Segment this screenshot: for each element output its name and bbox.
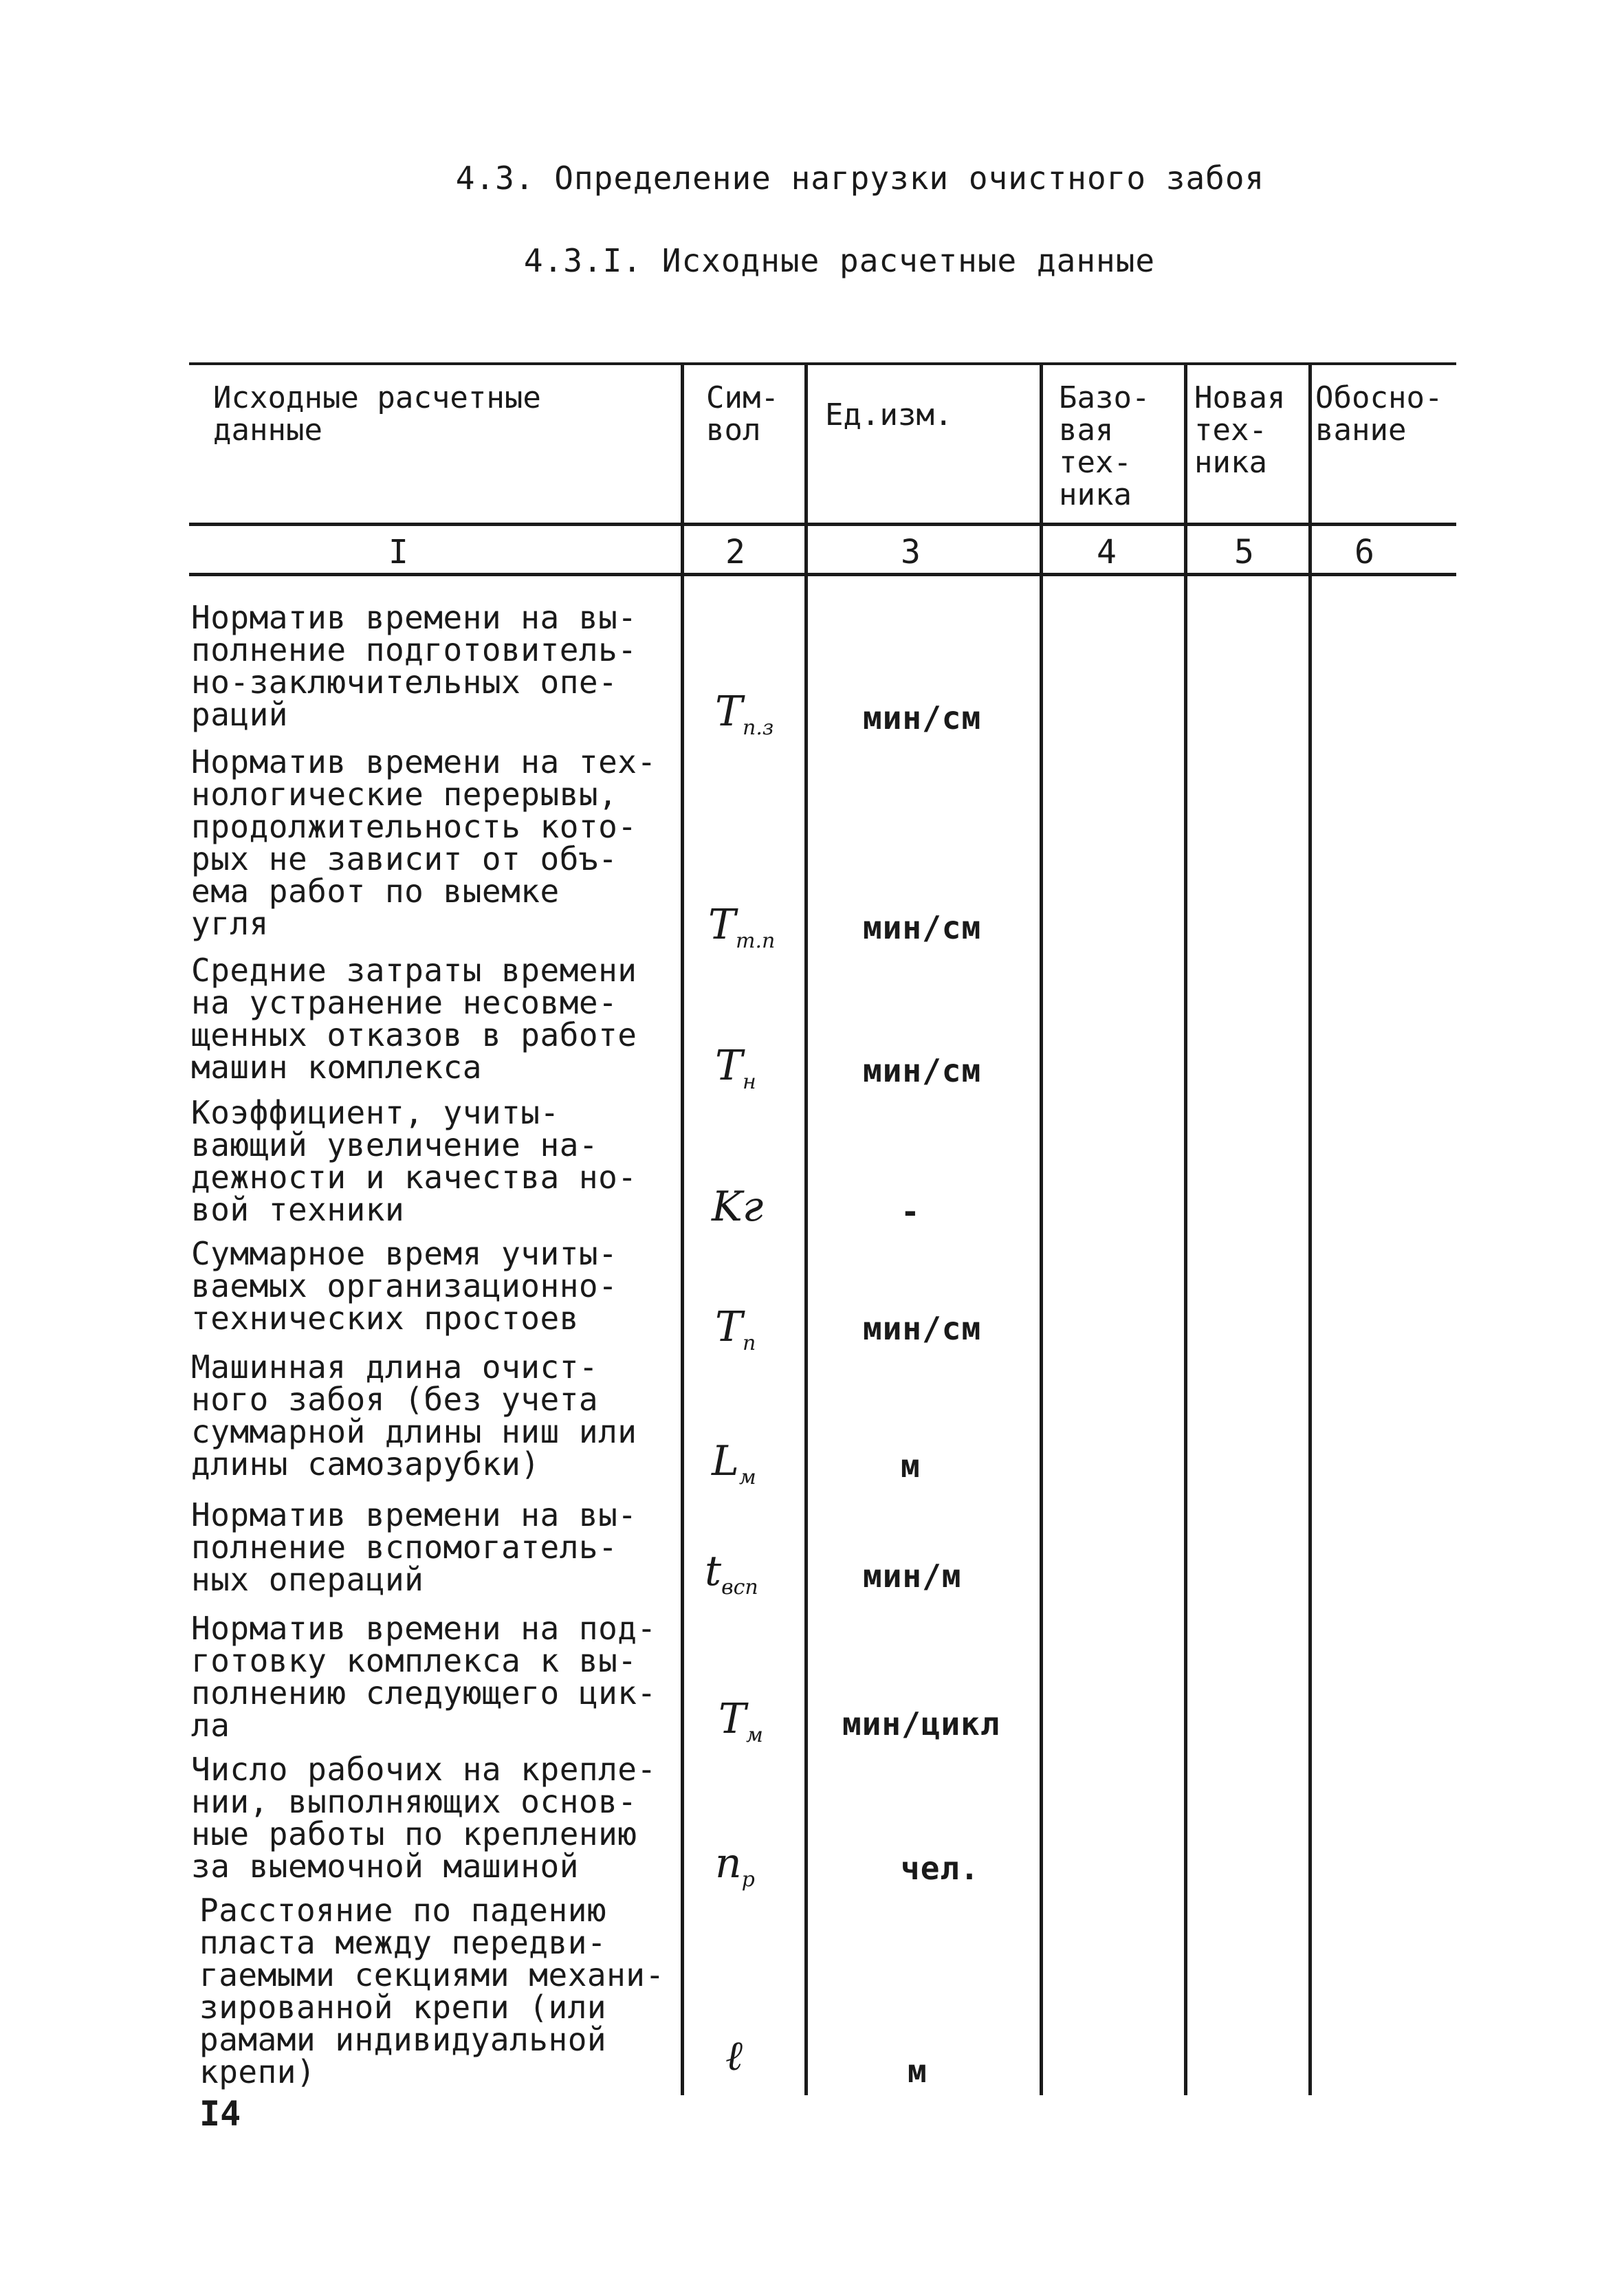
column-number-6: 6: [1354, 533, 1374, 571]
column-number-5: 5: [1234, 533, 1254, 571]
table-row-description: Норматив времени на тех- нологические перерывы, продолжительность кото- рых не зависит от объ- ема работ по выемке угля: [191, 743, 657, 942]
table-row-description: Норматив времени на вы- полнение подготовитель- но-заключительных опе- раций: [191, 599, 637, 733]
table-row-description: Число рабочих на крепле- нии, выполняющих основ- ные работы по креплению за выемочной машиной: [191, 1751, 657, 1885]
subsection-title: 4.3.I. Исходные расчетные данные: [523, 242, 1156, 279]
header-symbol: Сим- вол: [706, 380, 779, 448]
header-unit: Ед.изм.: [825, 397, 953, 433]
header-justification: Обосно- вание: [1315, 380, 1443, 448]
table-row-description: Расстояние по падению пласта между передви- гаемыми секциями механи- зированной крепи (или рамами индивидуальной крепи): [199, 1892, 665, 2090]
column-number-2: 2: [725, 533, 745, 571]
table-row-unit: мин/см: [863, 1310, 982, 1347]
number-row-bottom-border: [189, 573, 1456, 576]
table-row-unit: мин/см: [863, 1052, 982, 1089]
table-row-symbol: $t_{всп}$: [705, 1547, 758, 1599]
column-divider-4: [1184, 362, 1187, 2095]
table-row-description: Машинная длина очист- ного забоя (без учета суммарной длины ниш или длины самозарубки): [191, 1348, 637, 1483]
table-row-unit: м: [908, 2053, 928, 2090]
table-row-unit: мин/м: [863, 1557, 962, 1595]
page-number: I4: [199, 2094, 241, 2134]
table-top-border: [189, 362, 1456, 365]
table-row-description: Норматив времени на под- готовку комплекса к вы- полнению следующего цик- ла: [191, 1610, 657, 1744]
table-row-unit: мин/цикл: [842, 1705, 1000, 1742]
table-row-symbol: $T_п$: [715, 1303, 756, 1355]
table-row-description: Суммарное время учиты- ваемых организационно- технических простоев: [191, 1235, 618, 1337]
table-row-unit: мин/см: [863, 909, 982, 946]
header-base-tech: Базо- вая тех- ника: [1059, 380, 1150, 512]
table-row-symbol: Kг: [712, 1183, 764, 1231]
table-row-description: Норматив времени на вы- полнение вспомогатель- ных операций: [191, 1496, 637, 1598]
column-number-3: 3: [901, 533, 921, 571]
table-row-description: Коэффициент, учиты- вающий увеличение на- дежности и качества но- вой техники: [191, 1094, 637, 1228]
column-number-4: 4: [1097, 533, 1117, 571]
table-row-unit: -: [901, 1193, 921, 1230]
header-bottom-border: [189, 523, 1456, 526]
column-divider-3: [1040, 362, 1043, 2095]
table-row-unit: мин/см: [863, 699, 982, 736]
table-row-symbol: $L_м$: [712, 1437, 756, 1489]
table-row-symbol: $T_{т.п}$: [708, 901, 776, 953]
column-divider-1: [681, 362, 684, 2095]
table-row-unit: чел.: [901, 1850, 980, 1887]
table-row-description: Средние затраты времени на устранение несовме- щенных отказов в работе машин комплекса: [191, 952, 637, 1086]
section-title: 4.3. Определение нагрузки очистного забоя: [455, 160, 1265, 197]
column-number-1: I: [388, 533, 408, 571]
table-row-symbol: $n_р$: [715, 1839, 755, 1892]
table-row-symbol: $T_м$: [718, 1695, 763, 1747]
header-new-tech: Новая тех- ника: [1194, 380, 1286, 480]
header-initial-data: Исходные расчетные данные: [213, 380, 541, 448]
table-row-symbol: ℓ: [725, 2032, 743, 2080]
column-divider-2: [804, 362, 808, 2095]
table-row-unit: м: [901, 1447, 921, 1485]
table-row-symbol: $T_н$: [715, 1042, 756, 1094]
column-divider-5: [1308, 362, 1312, 2095]
table-row-symbol: $T_{п.з}$: [715, 688, 774, 740]
